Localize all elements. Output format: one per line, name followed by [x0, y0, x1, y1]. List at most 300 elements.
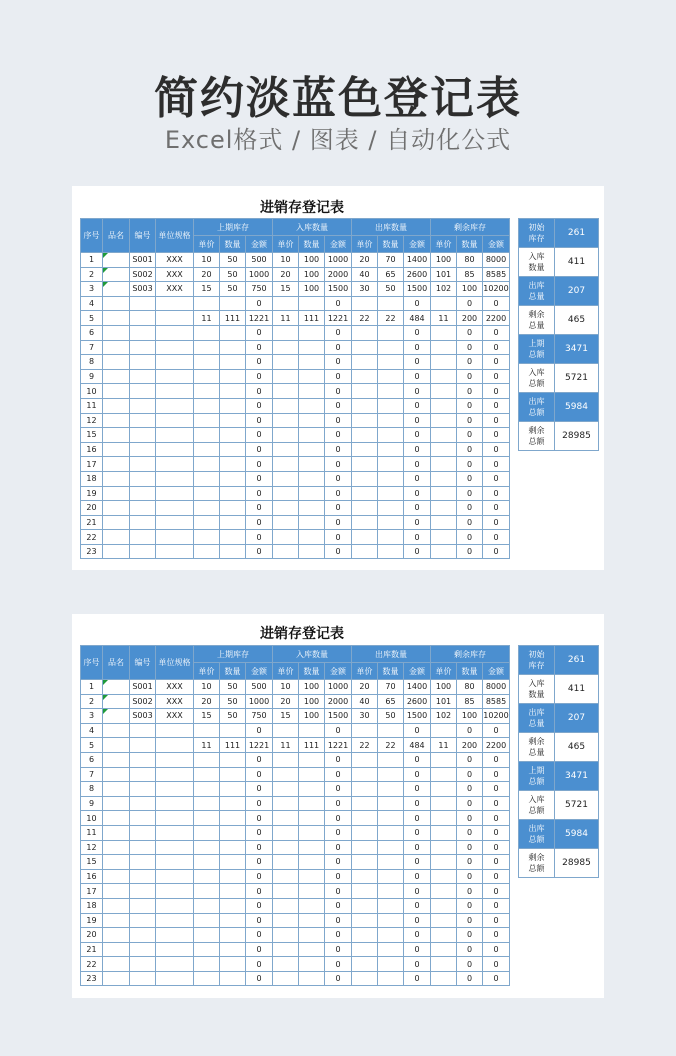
table-cell[interactable]: [194, 723, 220, 738]
table-cell[interactable]: 0: [457, 811, 483, 826]
table-cell[interactable]: [130, 530, 156, 545]
table-cell[interactable]: [220, 325, 246, 340]
table-cell[interactable]: [220, 544, 246, 559]
table-cell[interactable]: [273, 811, 299, 826]
table-cell[interactable]: 0: [404, 971, 431, 986]
table-cell[interactable]: 0: [404, 913, 431, 928]
table-cell[interactable]: [352, 325, 378, 340]
table-cell[interactable]: [378, 928, 404, 943]
table-cell[interactable]: 0: [246, 928, 273, 943]
table-cell[interactable]: 0: [325, 384, 352, 399]
table-cell[interactable]: 0: [404, 928, 431, 943]
table-cell[interactable]: 15: [194, 282, 220, 297]
table-cell[interactable]: [352, 340, 378, 355]
table-cell[interactable]: 2000: [325, 267, 352, 282]
table-cell[interactable]: 0: [404, 384, 431, 399]
table-cell[interactable]: [156, 340, 194, 355]
table-cell[interactable]: [352, 869, 378, 884]
table-cell[interactable]: [299, 913, 325, 928]
table-cell[interactable]: 0: [325, 544, 352, 559]
table-cell[interactable]: 0: [325, 825, 352, 840]
table-cell[interactable]: 9: [81, 796, 103, 811]
table-cell[interactable]: [103, 253, 130, 268]
table-cell[interactable]: [220, 855, 246, 870]
table-cell[interactable]: 9: [81, 369, 103, 384]
table-cell[interactable]: 0: [483, 501, 510, 516]
table-cell[interactable]: 10200: [483, 282, 510, 297]
table-cell[interactable]: 0: [246, 811, 273, 826]
table-cell[interactable]: [156, 738, 194, 753]
table-cell[interactable]: [431, 796, 457, 811]
table-cell[interactable]: 0: [246, 530, 273, 545]
table-cell[interactable]: [156, 369, 194, 384]
table-cell[interactable]: 0: [483, 398, 510, 413]
table-cell[interactable]: [378, 530, 404, 545]
table-cell[interactable]: 0: [325, 296, 352, 311]
table-cell[interactable]: XXX: [156, 680, 194, 695]
table-cell[interactable]: 0: [483, 486, 510, 501]
table-cell[interactable]: 0: [325, 855, 352, 870]
table-cell[interactable]: 0: [404, 296, 431, 311]
table-cell[interactable]: 0: [457, 413, 483, 428]
table-cell[interactable]: [194, 325, 220, 340]
table-cell[interactable]: [299, 413, 325, 428]
table-cell[interactable]: [194, 544, 220, 559]
table-cell[interactable]: 0: [404, 398, 431, 413]
table-cell[interactable]: 100: [299, 253, 325, 268]
table-cell[interactable]: [156, 869, 194, 884]
table-cell[interactable]: [352, 723, 378, 738]
table-cell[interactable]: 0: [483, 957, 510, 972]
table-cell[interactable]: 0: [325, 913, 352, 928]
table-cell[interactable]: 30: [352, 282, 378, 297]
table-cell[interactable]: 7: [81, 340, 103, 355]
table-cell[interactable]: 10: [194, 253, 220, 268]
table-cell[interactable]: 0: [457, 428, 483, 443]
table-cell[interactable]: [352, 515, 378, 530]
table-cell[interactable]: [299, 957, 325, 972]
table-cell[interactable]: [273, 825, 299, 840]
table-cell[interactable]: [352, 942, 378, 957]
table-cell[interactable]: [194, 457, 220, 472]
table-cell[interactable]: 0: [404, 723, 431, 738]
table-cell[interactable]: [220, 928, 246, 943]
table-cell[interactable]: [130, 825, 156, 840]
table-cell[interactable]: [352, 530, 378, 545]
table-cell[interactable]: 0: [246, 544, 273, 559]
table-cell[interactable]: 0: [325, 398, 352, 413]
table-cell[interactable]: 18: [81, 898, 103, 913]
table-cell[interactable]: 85: [457, 267, 483, 282]
table-cell[interactable]: [103, 825, 130, 840]
table-cell[interactable]: [156, 928, 194, 943]
table-cell[interactable]: [103, 942, 130, 957]
table-cell[interactable]: 10200: [483, 709, 510, 724]
table-cell[interactable]: [299, 767, 325, 782]
table-cell[interactable]: [103, 680, 130, 695]
table-cell[interactable]: 0: [404, 340, 431, 355]
table-cell[interactable]: [273, 355, 299, 370]
table-cell[interactable]: [299, 544, 325, 559]
table-cell[interactable]: [273, 384, 299, 399]
table-cell[interactable]: [156, 855, 194, 870]
table-cell[interactable]: 0: [246, 442, 273, 457]
table-cell[interactable]: [431, 442, 457, 457]
table-cell[interactable]: [431, 296, 457, 311]
table-cell[interactable]: 0: [483, 855, 510, 870]
table-cell[interactable]: 0: [246, 325, 273, 340]
table-cell[interactable]: [130, 942, 156, 957]
table-cell[interactable]: [130, 869, 156, 884]
table-cell[interactable]: 50: [220, 267, 246, 282]
table-cell[interactable]: 15: [194, 709, 220, 724]
table-cell[interactable]: [130, 384, 156, 399]
table-cell[interactable]: 0: [325, 796, 352, 811]
table-cell[interactable]: [273, 796, 299, 811]
table-cell[interactable]: 0: [325, 369, 352, 384]
table-cell[interactable]: 0: [457, 913, 483, 928]
table-cell[interactable]: [273, 486, 299, 501]
table-cell[interactable]: [130, 398, 156, 413]
table-cell[interactable]: [156, 311, 194, 326]
table-cell[interactable]: [130, 486, 156, 501]
table-cell[interactable]: [103, 811, 130, 826]
table-cell[interactable]: [431, 869, 457, 884]
table-cell[interactable]: [431, 486, 457, 501]
table-cell[interactable]: 1221: [325, 738, 352, 753]
table-cell[interactable]: [378, 501, 404, 516]
table-cell[interactable]: 0: [457, 840, 483, 855]
table-cell[interactable]: 0: [483, 325, 510, 340]
table-cell[interactable]: [194, 369, 220, 384]
table-cell[interactable]: [378, 413, 404, 428]
table-cell[interactable]: [130, 501, 156, 516]
table-cell[interactable]: 11: [273, 738, 299, 753]
table-cell[interactable]: [156, 471, 194, 486]
table-cell[interactable]: 7: [81, 767, 103, 782]
table-cell[interactable]: [103, 869, 130, 884]
table-cell[interactable]: 80: [457, 253, 483, 268]
table-cell[interactable]: [156, 355, 194, 370]
table-cell[interactable]: 0: [457, 501, 483, 516]
table-cell[interactable]: 20: [352, 680, 378, 695]
table-cell[interactable]: [130, 723, 156, 738]
table-cell[interactable]: 50: [220, 709, 246, 724]
table-cell[interactable]: 0: [483, 340, 510, 355]
table-cell[interactable]: [130, 767, 156, 782]
table-cell[interactable]: [431, 825, 457, 840]
table-cell[interactable]: 101: [431, 694, 457, 709]
table-cell[interactable]: [130, 957, 156, 972]
table-cell[interactable]: 6: [81, 752, 103, 767]
table-cell[interactable]: 0: [325, 767, 352, 782]
table-cell[interactable]: [220, 898, 246, 913]
table-cell[interactable]: [352, 913, 378, 928]
table-cell[interactable]: [352, 928, 378, 943]
table-cell[interactable]: [103, 340, 130, 355]
table-cell[interactable]: [194, 942, 220, 957]
table-cell[interactable]: [156, 442, 194, 457]
table-cell[interactable]: [156, 782, 194, 797]
table-cell[interactable]: [130, 782, 156, 797]
table-cell[interactable]: 0: [325, 340, 352, 355]
table-cell[interactable]: [299, 855, 325, 870]
table-cell[interactable]: [273, 457, 299, 472]
table-cell[interactable]: [220, 840, 246, 855]
table-cell[interactable]: 0: [246, 355, 273, 370]
table-cell[interactable]: 11: [81, 398, 103, 413]
table-cell[interactable]: 0: [246, 398, 273, 413]
table-cell[interactable]: 40: [352, 694, 378, 709]
table-cell[interactable]: 20: [194, 267, 220, 282]
table-cell[interactable]: [130, 428, 156, 443]
table-cell[interactable]: 22: [352, 311, 378, 326]
table-cell[interactable]: [431, 855, 457, 870]
table-cell[interactable]: [299, 928, 325, 943]
table-cell[interactable]: [156, 811, 194, 826]
table-cell[interactable]: 0: [483, 428, 510, 443]
table-cell[interactable]: 11: [273, 311, 299, 326]
table-cell[interactable]: 70: [378, 680, 404, 695]
table-cell[interactable]: 0: [246, 723, 273, 738]
table-cell[interactable]: 5: [81, 311, 103, 326]
table-cell[interactable]: [299, 442, 325, 457]
table-cell[interactable]: [194, 296, 220, 311]
table-cell[interactable]: 0: [457, 752, 483, 767]
table-cell[interactable]: 0: [483, 544, 510, 559]
table-cell[interactable]: 5: [81, 738, 103, 753]
table-cell[interactable]: [352, 428, 378, 443]
table-cell[interactable]: 0: [325, 530, 352, 545]
table-cell[interactable]: 0: [483, 811, 510, 826]
table-cell[interactable]: 22: [81, 957, 103, 972]
table-cell[interactable]: [299, 884, 325, 899]
table-cell[interactable]: [156, 767, 194, 782]
table-cell[interactable]: 0: [246, 971, 273, 986]
table-cell[interactable]: 0: [404, 767, 431, 782]
table-cell[interactable]: 17: [81, 457, 103, 472]
table-cell[interactable]: [130, 544, 156, 559]
table-cell[interactable]: [103, 723, 130, 738]
table-cell[interactable]: 0: [246, 825, 273, 840]
table-cell[interactable]: 0: [457, 825, 483, 840]
table-cell[interactable]: 19: [81, 486, 103, 501]
table-cell[interactable]: [103, 694, 130, 709]
table-cell[interactable]: XXX: [156, 694, 194, 709]
table-cell[interactable]: 10: [273, 253, 299, 268]
table-cell[interactable]: 100: [299, 709, 325, 724]
table-cell[interactable]: 0: [483, 457, 510, 472]
table-cell[interactable]: 0: [483, 825, 510, 840]
table-cell[interactable]: [130, 752, 156, 767]
table-cell[interactable]: 15: [273, 282, 299, 297]
table-cell[interactable]: [352, 971, 378, 986]
table-cell[interactable]: 4: [81, 296, 103, 311]
table-cell[interactable]: [431, 811, 457, 826]
table-cell[interactable]: 0: [404, 840, 431, 855]
table-cell[interactable]: 23: [81, 971, 103, 986]
table-cell[interactable]: [431, 530, 457, 545]
table-cell[interactable]: 1500: [404, 709, 431, 724]
table-cell[interactable]: 0: [457, 723, 483, 738]
table-cell[interactable]: [378, 384, 404, 399]
table-cell[interactable]: 0: [457, 355, 483, 370]
table-cell[interactable]: 0: [457, 928, 483, 943]
table-cell[interactable]: [194, 825, 220, 840]
table-cell[interactable]: [273, 898, 299, 913]
table-cell[interactable]: [299, 869, 325, 884]
table-cell[interactable]: [220, 957, 246, 972]
table-cell[interactable]: 0: [404, 898, 431, 913]
table-cell[interactable]: 0: [246, 296, 273, 311]
table-cell[interactable]: 0: [246, 471, 273, 486]
table-cell[interactable]: [273, 501, 299, 516]
table-cell[interactable]: [220, 913, 246, 928]
table-cell[interactable]: [299, 384, 325, 399]
table-cell[interactable]: 0: [457, 782, 483, 797]
table-cell[interactable]: [299, 486, 325, 501]
table-cell[interactable]: [299, 369, 325, 384]
table-cell[interactable]: 102: [431, 709, 457, 724]
table-cell[interactable]: [103, 457, 130, 472]
table-cell[interactable]: [156, 501, 194, 516]
table-cell[interactable]: [156, 457, 194, 472]
table-cell[interactable]: 20: [81, 928, 103, 943]
table-cell[interactable]: 0: [246, 340, 273, 355]
table-cell[interactable]: 0: [404, 782, 431, 797]
table-cell[interactable]: [103, 738, 130, 753]
table-cell[interactable]: [273, 869, 299, 884]
table-cell[interactable]: 2600: [404, 267, 431, 282]
table-cell[interactable]: [352, 398, 378, 413]
table-cell[interactable]: 2: [81, 694, 103, 709]
table-cell[interactable]: [103, 782, 130, 797]
table-cell[interactable]: [352, 544, 378, 559]
table-cell[interactable]: [220, 942, 246, 957]
table-cell[interactable]: [431, 942, 457, 957]
table-cell[interactable]: 0: [246, 369, 273, 384]
table-cell[interactable]: [220, 384, 246, 399]
table-cell[interactable]: 0: [457, 942, 483, 957]
table-cell[interactable]: 19: [81, 913, 103, 928]
table-cell[interactable]: [273, 340, 299, 355]
table-cell[interactable]: [220, 767, 246, 782]
table-cell[interactable]: [378, 544, 404, 559]
table-cell[interactable]: 0: [404, 825, 431, 840]
table-cell[interactable]: [103, 913, 130, 928]
table-cell[interactable]: [130, 971, 156, 986]
table-cell[interactable]: [299, 325, 325, 340]
table-cell[interactable]: [130, 340, 156, 355]
table-cell[interactable]: 0: [246, 752, 273, 767]
table-cell[interactable]: [156, 840, 194, 855]
table-cell[interactable]: [130, 796, 156, 811]
table-cell[interactable]: [156, 796, 194, 811]
table-cell[interactable]: [352, 884, 378, 899]
table-cell[interactable]: 0: [483, 723, 510, 738]
table-cell[interactable]: S002: [130, 694, 156, 709]
table-cell[interactable]: [156, 398, 194, 413]
table-cell[interactable]: 10: [194, 680, 220, 695]
table-cell[interactable]: [352, 486, 378, 501]
table-cell[interactable]: 0: [457, 796, 483, 811]
table-cell[interactable]: 0: [483, 796, 510, 811]
table-cell[interactable]: [103, 544, 130, 559]
table-cell[interactable]: [103, 471, 130, 486]
table-cell[interactable]: [194, 355, 220, 370]
table-cell[interactable]: 0: [404, 325, 431, 340]
table-cell[interactable]: 10: [273, 680, 299, 695]
table-cell[interactable]: 1400: [404, 680, 431, 695]
table-cell[interactable]: [352, 501, 378, 516]
table-cell[interactable]: 100: [299, 267, 325, 282]
table-cell[interactable]: [220, 723, 246, 738]
table-cell[interactable]: 0: [246, 913, 273, 928]
table-cell[interactable]: [431, 471, 457, 486]
table-cell[interactable]: [431, 384, 457, 399]
table-cell[interactable]: 8: [81, 355, 103, 370]
table-cell[interactable]: 0: [404, 486, 431, 501]
table-cell[interactable]: [103, 898, 130, 913]
table-cell[interactable]: [156, 384, 194, 399]
table-cell[interactable]: [431, 355, 457, 370]
table-cell[interactable]: 200: [457, 311, 483, 326]
table-cell[interactable]: [103, 442, 130, 457]
table-cell[interactable]: [156, 898, 194, 913]
table-cell[interactable]: [431, 369, 457, 384]
table-cell[interactable]: [130, 840, 156, 855]
table-cell[interactable]: [220, 457, 246, 472]
table-cell[interactable]: 0: [457, 957, 483, 972]
table-cell[interactable]: 0: [325, 811, 352, 826]
table-cell[interactable]: [194, 855, 220, 870]
table-cell[interactable]: [378, 442, 404, 457]
table-cell[interactable]: [352, 355, 378, 370]
table-cell[interactable]: 0: [483, 442, 510, 457]
table-cell[interactable]: 1221: [246, 311, 273, 326]
table-cell[interactable]: [378, 752, 404, 767]
table-cell[interactable]: [352, 782, 378, 797]
table-cell[interactable]: [431, 884, 457, 899]
table-cell[interactable]: 2000: [325, 694, 352, 709]
table-cell[interactable]: 111: [299, 311, 325, 326]
table-cell[interactable]: 21: [81, 942, 103, 957]
table-cell[interactable]: [130, 413, 156, 428]
table-cell[interactable]: [352, 767, 378, 782]
table-cell[interactable]: 0: [483, 942, 510, 957]
table-cell[interactable]: 20: [194, 694, 220, 709]
table-cell[interactable]: 0: [404, 884, 431, 899]
table-cell[interactable]: [103, 398, 130, 413]
table-cell[interactable]: [194, 928, 220, 943]
table-cell[interactable]: 100: [299, 680, 325, 695]
table-cell[interactable]: [194, 340, 220, 355]
table-cell[interactable]: 0: [325, 471, 352, 486]
table-cell[interactable]: [220, 486, 246, 501]
table-cell[interactable]: [103, 296, 130, 311]
table-cell[interactable]: 22: [352, 738, 378, 753]
table-cell[interactable]: [352, 825, 378, 840]
table-cell[interactable]: [220, 530, 246, 545]
table-cell[interactable]: [194, 515, 220, 530]
table-cell[interactable]: 0: [246, 515, 273, 530]
table-cell[interactable]: 8000: [483, 253, 510, 268]
table-cell[interactable]: [156, 884, 194, 899]
table-cell[interactable]: 0: [404, 544, 431, 559]
table-cell[interactable]: 500: [246, 253, 273, 268]
table-cell[interactable]: [431, 501, 457, 516]
table-cell[interactable]: [431, 325, 457, 340]
